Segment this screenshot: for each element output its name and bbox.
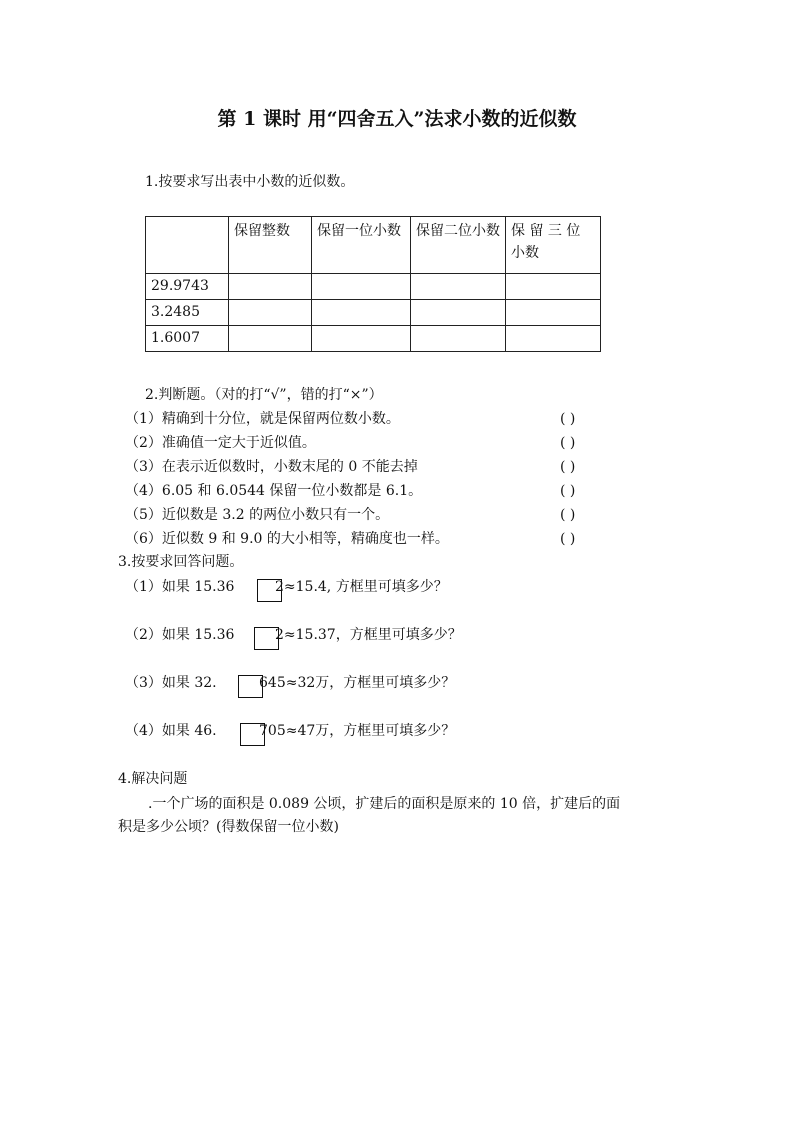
answer-cell[interactable] (506, 274, 601, 300)
fill-item-text: 2≈15.37，方框里可填多少？ (275, 627, 462, 643)
q1-prompt: 1.按要求写出表中小数的近似数。 (145, 174, 355, 190)
table-row-label: 29.9743 (146, 274, 229, 300)
q4-prompt: 4.解决问题 (118, 771, 188, 787)
answer-parentheses[interactable]: ( ) (560, 507, 576, 523)
answer-cell[interactable] (229, 300, 312, 326)
fill-item-text: 645≈32万，方框里可填多少？ (259, 675, 456, 691)
answer-cell[interactable] (312, 274, 411, 300)
page-title: 第 1 课时 用“四舍五入”法求小数的近似数 (217, 108, 577, 130)
table-header-row (146, 217, 601, 274)
answer-cell[interactable] (411, 326, 506, 352)
q2-prompt: 2.判断题。（对的打“√”，错的打“×”） (145, 387, 383, 403)
answer-parentheses[interactable]: ( ) (560, 531, 576, 547)
table-header-cell: 保留整数 (229, 217, 312, 274)
fill-item-text: 2≈15.4, 方框里可填多少？ (275, 579, 448, 595)
answer-cell[interactable] (312, 326, 411, 352)
judgment-item: （2）准确值一定大于近似值。 (125, 435, 316, 451)
answer-cell[interactable] (411, 300, 506, 326)
answer-parentheses[interactable]: ( ) (560, 483, 576, 499)
answer-cell[interactable] (229, 274, 312, 300)
answer-cell[interactable] (506, 300, 601, 326)
table-row-label: 3.2485 (146, 300, 229, 326)
fill-item-text: （1）如果 15.36 (125, 579, 235, 595)
fill-item-text: （2）如果 15.36 (125, 627, 235, 643)
table-row (146, 274, 601, 300)
answer-parentheses[interactable]: ( ) (560, 435, 576, 451)
answer-cell[interactable] (312, 300, 411, 326)
table-row (146, 300, 601, 326)
judgment-item: （3）在表示近似数时，小数末尾的 0 不能去掉 (125, 459, 418, 475)
problem-text: 积是多少公顷？(得数保留一位小数) (118, 819, 339, 835)
table-header-cell: 保留二位小数 (411, 217, 506, 274)
answer-cell[interactable] (506, 326, 601, 352)
judgment-item: （1）精确到十分位，就是保留两位数小数。 (125, 411, 400, 427)
table-row-label: 1.6007 (146, 326, 229, 352)
q3-prompt: 3.按要求回答问题。 (118, 554, 244, 570)
table-row (146, 326, 601, 352)
judgment-item: （6）近似数 9 和 9.0 的大小相等，精确度也一样。 (125, 531, 449, 547)
answer-parentheses[interactable]: ( ) (560, 459, 576, 475)
answer-parentheses[interactable]: ( ) (560, 411, 576, 427)
judgment-item: （4）6.05 和 6.0544 保留一位小数都是 6.1。 (125, 483, 423, 499)
answer-cell[interactable] (229, 326, 312, 352)
approximation-table (145, 216, 601, 352)
table-header-cell (146, 217, 229, 274)
table-header-cell: 保留一位小数 (312, 217, 411, 274)
fill-item-text: （4）如果 46. (125, 723, 217, 739)
answer-cell[interactable] (411, 274, 506, 300)
fill-item-text: （3）如果 32. (125, 675, 217, 691)
problem-text: .一个广场的面积是 0.089 公顷，扩建后的面积是原来的 10 倍，扩建后的面 (148, 796, 621, 812)
table-header-cell: 保 留 三 位 小数 (506, 217, 601, 274)
fill-item-text: 705≈47万，方框里可填多少？ (259, 723, 456, 739)
judgment-item: （5）近似数是 3.2 的两位小数只有一个。 (125, 507, 390, 523)
